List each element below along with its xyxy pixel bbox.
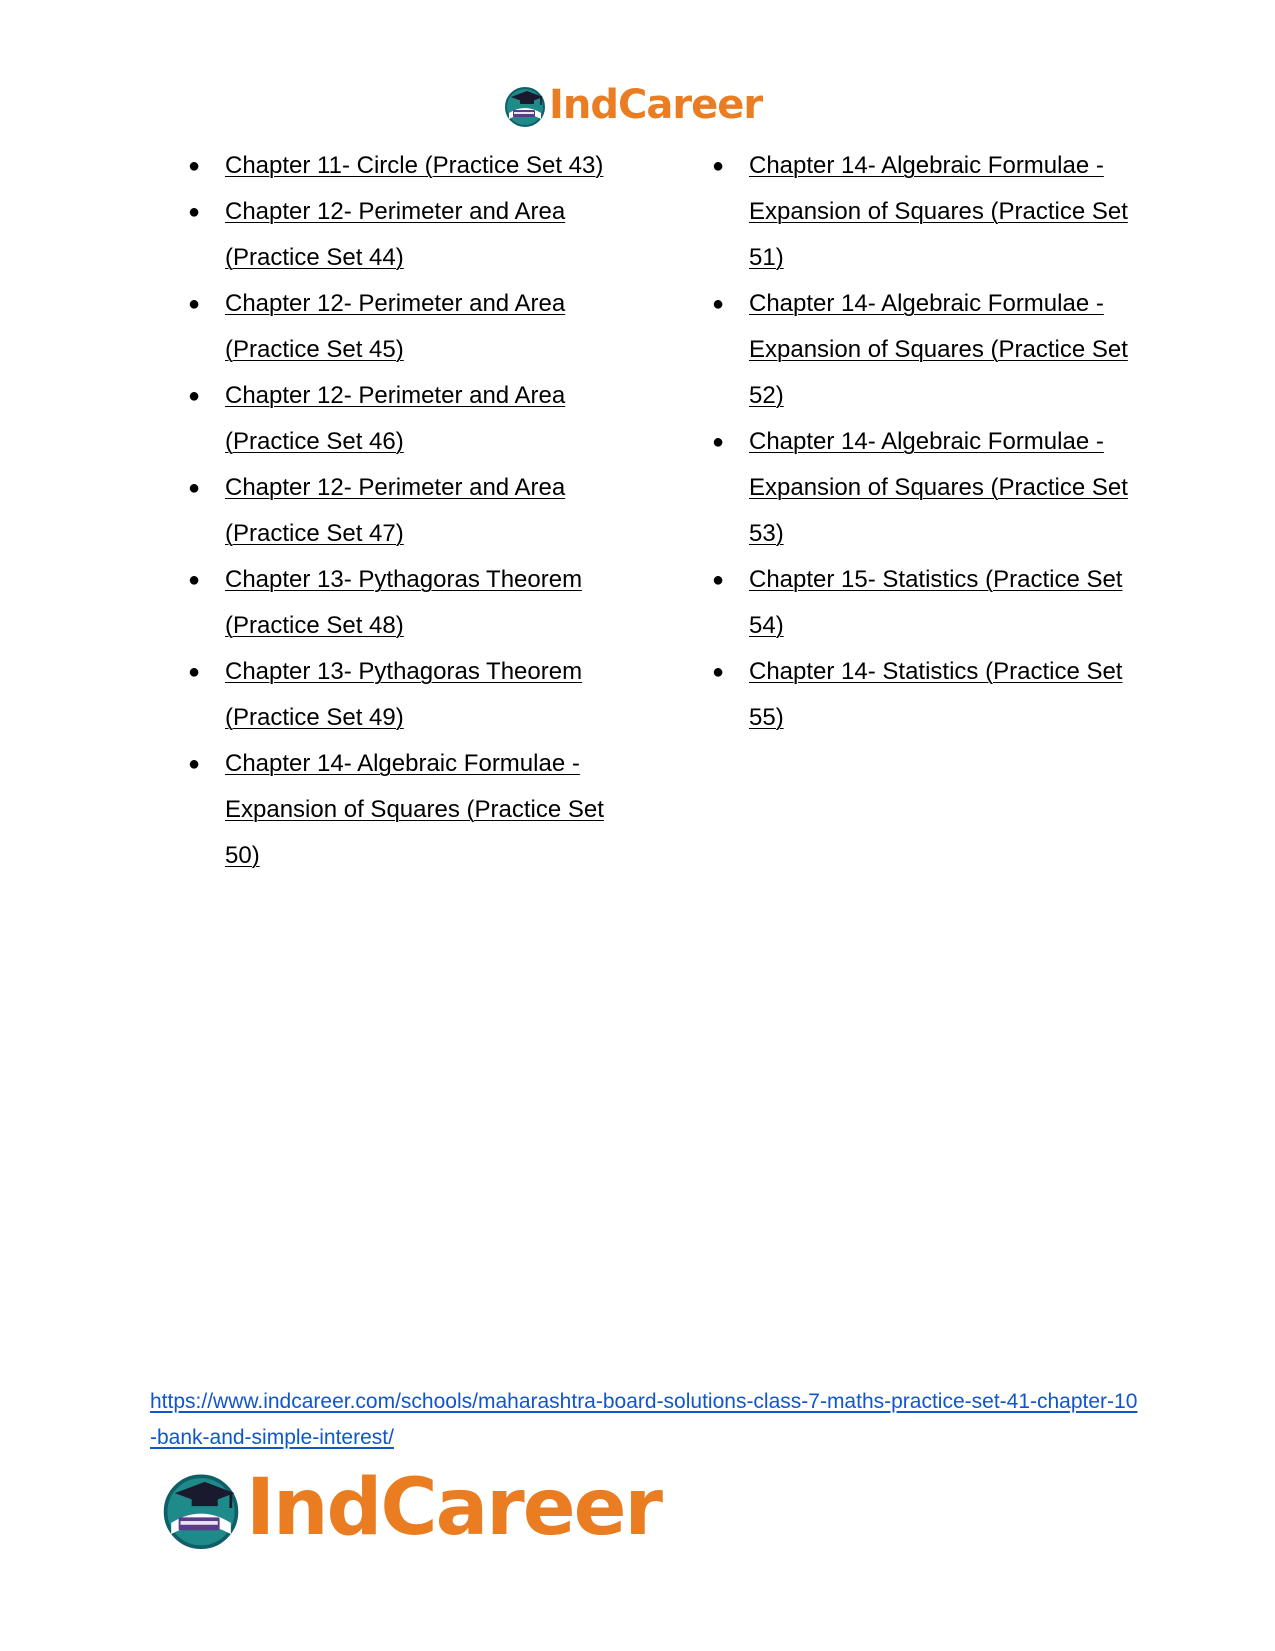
bullet-icon: ●: [188, 753, 201, 775]
bullet-icon: ●: [712, 293, 725, 315]
chapter-link[interactable]: Chapter 12- Perimeter and Area (Practice Set 45): [225, 290, 566, 363]
bullet-icon: ●: [188, 477, 201, 499]
chapter-link[interactable]: Chapter 15- Statistics (Practice Set 54): [749, 566, 1123, 639]
footer-logo: [160, 1463, 661, 1553]
chapter-list-left: [188, 143, 618, 879]
list-item: [188, 373, 618, 465]
list-item: [188, 143, 618, 189]
list-item: [188, 649, 618, 741]
bullet-icon: ●: [188, 201, 201, 223]
chapter-link[interactable]: Chapter 14- Statistics (Practice Set 55): [749, 658, 1123, 731]
bullet-icon: ●: [188, 293, 201, 315]
chapter-link[interactable]: Chapter 13- Pythagoras Theorem (Practice Set 49): [225, 658, 583, 731]
header-logo: [503, 80, 762, 130]
bullet-icon: ●: [712, 661, 725, 683]
bullet-icon: ●: [188, 385, 201, 407]
chapter-link[interactable]: Chapter 12- Perimeter and Area (Practice Set 47): [225, 474, 566, 547]
brand-name: IndCareer: [549, 82, 763, 128]
chapter-list-right: [712, 143, 1142, 741]
chapter-link[interactable]: Chapter 12- Perimeter and Area (Practice Set 44): [225, 198, 566, 271]
chapter-link[interactable]: Chapter 14- Algebraic Formulae - Expansion of Squares (Practice Set 53): [749, 428, 1128, 547]
list-item: [188, 281, 618, 373]
bullet-icon: ●: [188, 155, 201, 177]
list-item: [712, 419, 1142, 557]
bullet-icon: ●: [712, 431, 725, 453]
chapter-link[interactable]: Chapter 14- Algebraic Formulae - Expansion of Squares (Practice Set 51): [749, 152, 1128, 271]
list-item: [188, 557, 618, 649]
chapter-link[interactable]: Chapter 12- Perimeter and Area (Practice Set 46): [225, 382, 566, 455]
graduation-cap-globe-icon: [160, 1467, 242, 1549]
list-item: [188, 189, 618, 281]
chapter-link[interactable]: Chapter 13- Pythagoras Theorem (Practice Set 48): [225, 566, 583, 639]
list-item: [188, 741, 618, 879]
bullet-icon: ●: [188, 661, 201, 683]
list-item: [712, 281, 1142, 419]
bullet-icon: ●: [712, 569, 725, 591]
brand-name: IndCareer: [246, 1463, 661, 1553]
list-item: [188, 465, 618, 557]
source-url-link[interactable]: https://www.indcareer.com/schools/maharashtra-board-solutions-class-7-maths-practice-set-41-chapter-10-bank-and-simple-interest/: [150, 1390, 1138, 1449]
list-item: [712, 649, 1142, 741]
chapter-link[interactable]: Chapter 14- Algebraic Formulae - Expansion of Squares (Practice Set 52): [749, 290, 1128, 409]
list-item: [712, 557, 1142, 649]
bullet-icon: ●: [188, 569, 201, 591]
bullet-icon: ●: [712, 155, 725, 177]
chapter-link[interactable]: Chapter 11- Circle (Practice Set 43): [225, 152, 604, 179]
graduation-cap-globe-icon: [503, 83, 547, 127]
chapter-link[interactable]: Chapter 14- Algebraic Formulae - Expansion of Squares (Practice Set 50): [225, 750, 604, 869]
list-item: [712, 143, 1142, 281]
